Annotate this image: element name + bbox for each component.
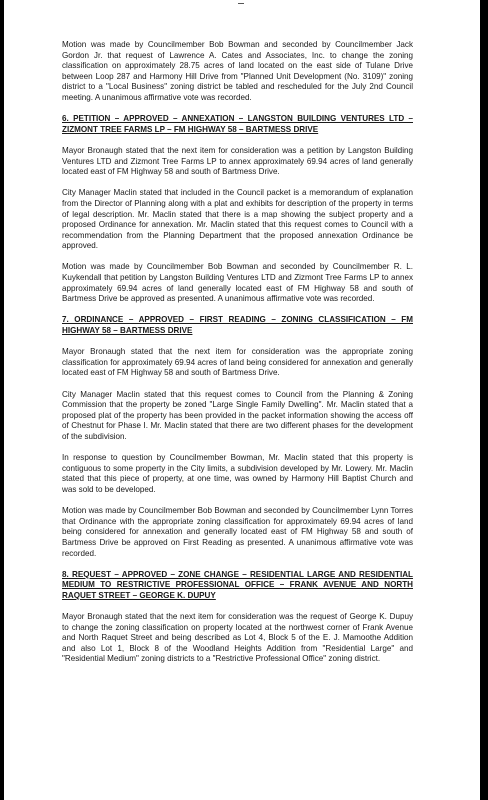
paragraph-item-7-manager: City Manager Maclin stated that this request comes to Council from the Planning & Zoning Commission that the property be zoned "Large Single Family Dwelling". Mr. Maclin stated that a proposed plat of the property has been provided in the packet information showing the access off of Chestnut for Phase I. Mr. Maclin stated that there are two different phases for the development of the subdivision. [62,389,413,441]
document-body [62,40,413,676]
paragraph-item-8-intro: Mayor Bronaugh stated that the next item for consideration was the request of George K. Dupuy to change the zoning classification on property located at the northwest corner of Frank Avenue and North Raquet Street and being described as Lot 4, Block 5 of the E. J. Mamoothe Addition and also Lot 1, Block 8 of the Woodland Heights Addition from "Residential Large" and "Residential Medium" zoning districts to a "Restrictive Professional Office" zoning district. [62,612,413,664]
paragraph-item-7-intro: Mayor Bronaugh stated that the next item for consideration was the appropriate zoning classification for approximately 69.94 acres of land being considered for annexation and generally located east of FM Highway 58 and south of Bartmess Drive. [62,347,413,378]
heading-item-7: 7. ORDINANCE – APPROVED – FIRST READING – ZONING CLASSIFICATION – FM HIGHWAY 58 – BARTMESS DRIVE [62,315,413,336]
paragraph-item-7-question: In response to question by Councilmember Bowman, Mr. Maclin stated that this property is contiguous to some property in the City limits, a subdivision developed by Mr. Lowery. Mr. Maclin stated that this piece of property, at one time, was owned by Harmony Hill Baptist Church and was sold to be developed. [62,453,413,494]
scan-mark [238,3,244,4]
paragraph-item-6-intro: Mayor Bronaugh stated that the next item for consideration was a petition by Langston Building Ventures LTD and Zizmont Tree Farms LP to annex approximately 69.94 acres of land generally located east of FM Highway 58 and south of Bartmess Drive. [62,145,413,177]
document-page [4,0,480,800]
paragraph-motion-table: Motion was made by Councilmember Bob Bowman and seconded by Councilmember Jack Gordon Jr. that request of Lawrence A. Cates and Associates, Inc. to change the zoning classification on approximately 28.75 acres of land located on the east side of Tulane Drive between Loop 287 and Harmony Hill Drive from "Planned Unit Development (No. 3109)" zoning district to a "Local Business" zoning district be tabled and rescheduled for the July 2nd Council meeting. A unanimous affirmative vote was recorded. [62,40,413,102]
paragraph-item-7-motion: Motion was made by Councilmember Bob Bowman and seconded by Councilmember Lynn Torres that Ordinance with the appropriate zoning classification for approximately 69.94 acres of land being considered for annexation and generally located east of FM Highway 58 and south of Bartmess Drive be approved on First Reading as presented. A unanimous affirmative vote was recorded. [62,506,413,558]
paragraph-item-6-motion: Motion was made by Councilmember Bob Bowman and seconded by Councilmember R. L. Kuykendall that petition by Langston Building Ventures LTD and Zizmont Tree Farms LP to annex approximately 69.94 acres of land generally located east of FM Highway 58 and south of Bartmess Drive be approved as presented. A unanimous affirmative vote was recorded. [62,262,413,304]
heading-item-6: 6. PETITION – APPROVED – ANNEXATION – LANGSTON BUILDING VENTURES LTD – ZIZMONT TREE FARMS LP – FM HIGHWAY 58 – BARTMESS DRIVE [62,114,413,134]
paragraph-item-6-manager: City Manager Maclin stated that included in the Council packet is a memorandum of explanation from the Director of Planning along with a plat and exhibits for description of the property in terms of legal description. Mr. Maclin stated that there is a map showing the subject property and a proposed Ordinance for annexation. Mr. Maclin stated that this request comes to Council with a recommendation from the Planning Department that the proposed annexation Ordinance be approved. [62,188,413,251]
heading-item-8: 8. REQUEST – APPROVED – ZONE CHANGE – RESIDENTIAL LARGE AND RESIDENTIAL MEDIUM TO RESTRICTIVE PROFESSIONAL OFFICE – FRANK AVENUE AND NORTH RAQUET STREET – GEORGE K. DUPUY [62,569,413,600]
